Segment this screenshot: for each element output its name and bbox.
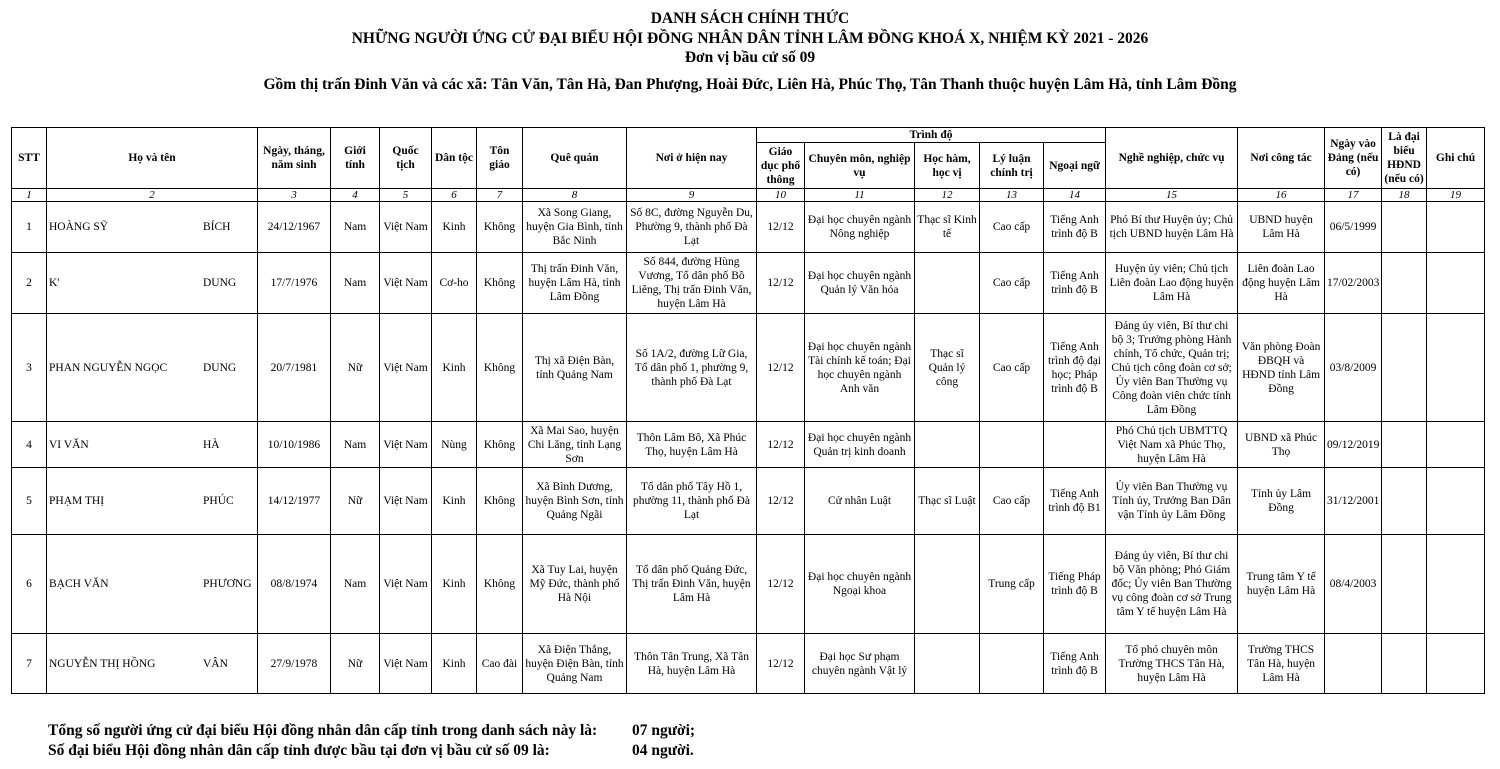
cell-professional: Đại học chuyên ngành Quản trị kinh doanh bbox=[805, 422, 915, 468]
cell-is-delegate bbox=[1382, 468, 1427, 535]
column-number: 8 bbox=[523, 189, 627, 202]
cell-dob: 27/9/1978 bbox=[258, 634, 331, 694]
cell-stt: 5 bbox=[12, 468, 47, 535]
cell-workplace: UBND xã Phúc Thọ bbox=[1238, 422, 1325, 468]
cell-workplace: UBND huyện Lâm Hà bbox=[1238, 202, 1325, 253]
cell-religion: Không bbox=[477, 202, 523, 253]
col-dob: Ngày, tháng, năm sinh bbox=[258, 128, 331, 189]
col-residence: Nơi ở hiện nay bbox=[627, 128, 757, 189]
document-title: DANH SÁCH CHÍNH THỨC bbox=[650, 10, 850, 27]
col-party-date: Ngày vào Đảng (nếu có) bbox=[1325, 128, 1382, 189]
cell-note bbox=[1427, 535, 1485, 634]
given-name: HÀ bbox=[203, 438, 220, 451]
table-row bbox=[12, 202, 1485, 253]
cell-workplace: Trung tâm Y tế huyện Lâm Hà bbox=[1238, 535, 1325, 634]
cell-religion: Không bbox=[477, 422, 523, 468]
cell-name bbox=[47, 535, 258, 634]
cell-academic bbox=[915, 634, 980, 694]
cell-name bbox=[47, 314, 258, 422]
col-religion: Tôn giáo bbox=[477, 128, 523, 189]
cell-workplace: Văn phòng Đoàn ĐBQH và HĐND tỉnh Lâm Đồng bbox=[1238, 314, 1325, 422]
cell-occupation: Phó Chủ tịch UBMTTQ Việt Nam xã Phúc Thọ, huyện Lâm Hà bbox=[1106, 422, 1238, 468]
column-number: 13 bbox=[980, 189, 1044, 202]
cell-language bbox=[1044, 422, 1106, 468]
cell-gender: Nữ bbox=[331, 314, 380, 422]
col-language: Ngoại ngữ bbox=[1044, 143, 1106, 189]
cell-ethnicity: Kinh bbox=[432, 468, 477, 535]
cell-language: Tiếng Anh trình độ đại học; Pháp trình độ B bbox=[1044, 314, 1106, 422]
cell-religion: Không bbox=[477, 468, 523, 535]
col-name: Họ và tên bbox=[47, 128, 258, 189]
cell-gender: Nam bbox=[331, 253, 380, 314]
cell-stt: 6 bbox=[12, 535, 47, 634]
table-row bbox=[12, 422, 1485, 468]
column-number-row bbox=[12, 189, 1485, 202]
cell-stt: 7 bbox=[12, 634, 47, 694]
cell-professional: Đại học Sư phạm chuyên ngành Vật lý bbox=[805, 634, 915, 694]
cell-is-delegate bbox=[1382, 422, 1427, 468]
cell-occupation: Tổ phó chuyên môn Trường THCS Tân Hà, huyện Lâm Hà bbox=[1106, 634, 1238, 694]
col-general-edu: Giáo dục phổ thông bbox=[757, 143, 805, 189]
cell-ethnicity: Kinh bbox=[432, 535, 477, 634]
cell-gender: Nam bbox=[331, 202, 380, 253]
column-number: 19 bbox=[1427, 189, 1485, 202]
cell-language: Tiếng Anh trình độ B bbox=[1044, 253, 1106, 314]
column-number: 11 bbox=[805, 189, 915, 202]
cell-ethnicity: Kinh bbox=[432, 634, 477, 694]
cell-gender: Nam bbox=[331, 422, 380, 468]
col-education-group: Trình độ bbox=[757, 128, 1106, 143]
cell-residence: Thôn Lâm Bô, Xã Phúc Thọ, huyện Lâm Hà bbox=[627, 422, 757, 468]
cell-nationality: Việt Nam bbox=[380, 202, 432, 253]
col-gender: Giới tính bbox=[331, 128, 380, 189]
electoral-unit-scope: Gồm thị trấn Đinh Văn và các xã: Tân Văn, Tân Hà, Đan Phượng, Hoài Đức, Liên Hà, Phúc Thọ, Tân Thanh thuộc huyện Lâm Hà, tỉnh Lâm Đồng bbox=[263, 75, 1237, 93]
column-number: 4 bbox=[331, 189, 380, 202]
cell-workplace: Liên đoàn Lao động huyện Lâm Hà bbox=[1238, 253, 1325, 314]
cell-note bbox=[1427, 202, 1485, 253]
cell-ethnicity: Cơ-ho bbox=[432, 253, 477, 314]
cell-hometown: Thị trấn Đinh Văn, huyện Lâm Hà, tỉnh Lâm Đồng bbox=[523, 253, 627, 314]
cell-dob: 14/12/1977 bbox=[258, 468, 331, 535]
cell-dob: 24/12/1967 bbox=[258, 202, 331, 253]
cell-dob: 08/8/1974 bbox=[258, 535, 331, 634]
family-name: BẠCH VĂN bbox=[49, 578, 109, 590]
cell-nationality: Việt Nam bbox=[380, 468, 432, 535]
cell-hometown: Thị xã Điện Bàn, tỉnh Quảng Nam bbox=[523, 314, 627, 422]
cell-hometown: Xã Điện Thắng, huyện Điện Bàn, tỉnh Quảng Nam bbox=[523, 634, 627, 694]
cell-residence: Tổ dân phố Tây Hồ 1, phường 11, thành phố Đà Lạt bbox=[627, 468, 757, 535]
table-row bbox=[12, 535, 1485, 634]
cell-party-date: 17/02/2003 bbox=[1325, 253, 1382, 314]
cell-party-date: 08/4/2003 bbox=[1325, 535, 1382, 634]
cell-stt: 4 bbox=[12, 422, 47, 468]
column-number: 3 bbox=[258, 189, 331, 202]
cell-general-edu: 12/12 bbox=[757, 202, 805, 253]
column-number: 14 bbox=[1044, 189, 1106, 202]
cell-general-edu: 12/12 bbox=[757, 253, 805, 314]
cell-gender: Nữ bbox=[331, 468, 380, 535]
col-workplace: Nơi công tác bbox=[1238, 128, 1325, 189]
column-number: 6 bbox=[432, 189, 477, 202]
cell-language: Tiếng Pháp trình độ B bbox=[1044, 535, 1106, 634]
col-professional: Chuyên môn, nghiệp vụ bbox=[805, 143, 915, 189]
cell-academic bbox=[915, 253, 980, 314]
cell-note bbox=[1427, 468, 1485, 535]
col-hometown: Quê quán bbox=[523, 128, 627, 189]
cell-party-date: 03/8/2009 bbox=[1325, 314, 1382, 422]
cell-name bbox=[47, 202, 258, 253]
document-subtitle: NHỮNG NGƯỜI ỨNG CỬ ĐẠI BIỂU HỘI ĐỒNG NHÂN DÂN TỈNH LÂM ĐỒNG KHOÁ X, NHIỆM KỲ 2021 - 2026 bbox=[351, 29, 1149, 47]
col-nationality: Quốc tịch bbox=[380, 128, 432, 189]
table-row bbox=[12, 253, 1485, 314]
cell-is-delegate bbox=[1382, 535, 1427, 634]
cell-nationality: Việt Nam bbox=[380, 634, 432, 694]
cell-dob: 10/10/1986 bbox=[258, 422, 331, 468]
summary bbox=[48, 721, 695, 761]
cell-language: Tiếng Anh trình độ B bbox=[1044, 202, 1106, 253]
family-name: PHAN NGUYỄN NGỌC bbox=[49, 361, 168, 374]
cell-note bbox=[1427, 634, 1485, 694]
cell-occupation: Phó Bí thư Huyện ủy; Chủ tịch UBND huyện Lâm Hà bbox=[1106, 202, 1238, 253]
electoral-unit: Đơn vị bầu cử số 09 bbox=[684, 49, 816, 66]
cell-note bbox=[1427, 253, 1485, 314]
given-name: BÍCH bbox=[203, 221, 231, 233]
cell-nationality: Việt Nam bbox=[380, 253, 432, 314]
cell-language: Tiếng Anh trình độ B1 bbox=[1044, 468, 1106, 535]
given-name: DUNG bbox=[203, 361, 237, 374]
table-row bbox=[12, 314, 1485, 422]
cell-is-delegate bbox=[1382, 634, 1427, 694]
cell-ethnicity: Kinh bbox=[432, 202, 477, 253]
cell-religion: Không bbox=[477, 253, 523, 314]
table-row bbox=[12, 634, 1485, 694]
column-number: 12 bbox=[915, 189, 980, 202]
cell-is-delegate bbox=[1382, 202, 1427, 253]
col-occupation: Nghề nghiệp, chức vụ bbox=[1106, 128, 1238, 189]
col-political: Lý luận chính trị bbox=[980, 143, 1044, 189]
cell-political bbox=[980, 422, 1044, 468]
cell-note bbox=[1427, 314, 1485, 422]
cell-workplace: Trường THCS Tân Hà, huyện Lâm Hà bbox=[1238, 634, 1325, 694]
given-name: PHÚC bbox=[203, 495, 234, 507]
column-number: 10 bbox=[757, 189, 805, 202]
cell-political: Cao cấp bbox=[980, 314, 1044, 422]
cell-nationality: Việt Nam bbox=[380, 314, 432, 422]
cell-nationality: Việt Nam bbox=[380, 422, 432, 468]
column-number: 2 bbox=[47, 189, 258, 202]
cell-ethnicity: Kinh bbox=[432, 314, 477, 422]
family-name: HOÀNG SỸ bbox=[49, 221, 109, 233]
cell-ethnicity: Nùng bbox=[432, 422, 477, 468]
column-number: 15 bbox=[1106, 189, 1238, 202]
cell-professional: Đại học chuyên ngành Tài chính kế toán; Đại học chuyên ngành Anh văn bbox=[805, 314, 915, 422]
cell-name bbox=[47, 634, 258, 694]
cell-residence: Số 1A/2, đường Lữ Gia, Tổ dân phố 1, phường 9, thành phố Đà Lạt bbox=[627, 314, 757, 422]
cell-name bbox=[47, 422, 258, 468]
cell-academic bbox=[915, 535, 980, 634]
cell-workplace: Tỉnh ủy Lâm Đồng bbox=[1238, 468, 1325, 535]
cell-dob: 17/7/1976 bbox=[258, 253, 331, 314]
cell-party-date bbox=[1325, 634, 1382, 694]
column-number: 5 bbox=[380, 189, 432, 202]
table-row bbox=[12, 468, 1485, 535]
cell-stt: 2 bbox=[12, 253, 47, 314]
cell-general-edu: 12/12 bbox=[757, 535, 805, 634]
cell-residence: Số 8C, đường Nguyễn Du, Phường 9, thành phố Đà Lạt bbox=[627, 202, 757, 253]
column-number: 9 bbox=[627, 189, 757, 202]
cell-hometown: Xã Bình Dương, huyện Bình Sơn, tỉnh Quảng Ngãi bbox=[523, 468, 627, 535]
cell-religion: Không bbox=[477, 314, 523, 422]
cell-professional: Cử nhân Luật bbox=[805, 468, 915, 535]
cell-political: Cao cấp bbox=[980, 202, 1044, 253]
column-number: 17 bbox=[1325, 189, 1382, 202]
cell-general-edu: 12/12 bbox=[757, 314, 805, 422]
cell-professional: Đại học chuyên ngành Nông nghiệp bbox=[805, 202, 915, 253]
cell-general-edu: 12/12 bbox=[757, 422, 805, 468]
column-number: 18 bbox=[1382, 189, 1427, 202]
cell-general-edu: 12/12 bbox=[757, 634, 805, 694]
cell-general-edu: 12/12 bbox=[757, 468, 805, 535]
col-note: Ghi chú bbox=[1427, 128, 1485, 189]
cell-professional: Đại học chuyên ngành Ngoại khoa bbox=[805, 535, 915, 634]
col-is-delegate: Là đại biểu HĐND (nếu có) bbox=[1382, 128, 1427, 189]
cell-hometown: Xã Mai Sao, huyện Chi Lăng, tỉnh Lạng Sơn bbox=[523, 422, 627, 468]
cell-academic: Thạc sĩ Kinh tế bbox=[915, 202, 980, 253]
cell-name bbox=[47, 468, 258, 535]
cell-academic bbox=[915, 422, 980, 468]
column-number: 1 bbox=[12, 189, 47, 202]
seats-value: 04 người. bbox=[632, 742, 694, 759]
cell-is-delegate bbox=[1382, 314, 1427, 422]
cell-religion: Không bbox=[477, 535, 523, 634]
candidate-table bbox=[11, 127, 1485, 694]
cell-religion: Cao đài bbox=[477, 634, 523, 694]
family-name: PHẠM THỊ bbox=[49, 495, 105, 507]
cell-political: Cao cấp bbox=[980, 468, 1044, 535]
seats-label: Số đại biểu Hội đồng nhân dân cấp tỉnh được bầu tại đơn vị bầu cử số 09 là: bbox=[48, 742, 550, 759]
family-name: VI VĂN bbox=[49, 438, 89, 451]
total-candidates-label: Tổng số người ứng cử đại biểu Hội đồng nhân dân cấp tỉnh trong danh sách này là: bbox=[48, 722, 598, 739]
family-name: NGUYỄN THỊ HỒNG bbox=[49, 657, 156, 670]
cell-is-delegate bbox=[1382, 253, 1427, 314]
cell-occupation: Đảng ủy viên, Bí thư chi bộ Văn phòng; Phó Giám đốc; Ủy viên Ban Thường vụ công đoàn cơ sở Trung tâm Y tế huyện Lâm Hà bbox=[1106, 535, 1238, 634]
col-stt: STT bbox=[12, 128, 47, 189]
cell-academic: Thạc sĩ Quản lý công bbox=[915, 314, 980, 422]
cell-name bbox=[47, 253, 258, 314]
column-number: 16 bbox=[1238, 189, 1325, 202]
cell-political bbox=[980, 634, 1044, 694]
cell-party-date: 06/5/1999 bbox=[1325, 202, 1382, 253]
cell-professional: Đại học chuyên ngành Quản lý Văn hóa bbox=[805, 253, 915, 314]
cell-hometown: Xã Song Giang, huyện Gia Bình, tỉnh Bắc Ninh bbox=[523, 202, 627, 253]
cell-occupation: Ủy viên Ban Thường vụ Tỉnh ủy, Trưởng Ban Dân vận Tỉnh ủy Lâm Đồng bbox=[1106, 468, 1238, 535]
cell-party-date: 09/12/2019 bbox=[1325, 422, 1382, 468]
given-name: VÂN bbox=[203, 657, 228, 670]
given-name: PHƯƠNG bbox=[203, 578, 252, 590]
col-ethnicity: Dân tộc bbox=[432, 128, 477, 189]
cell-occupation: Huyện ủy viên; Chủ tịch Liên đoàn Lao động huyện Lâm Hà bbox=[1106, 253, 1238, 314]
cell-residence: Thôn Tân Trung, Xã Tân Hà, huyện Lâm Hà bbox=[627, 634, 757, 694]
cell-stt: 3 bbox=[12, 314, 47, 422]
cell-political: Cao cấp bbox=[980, 253, 1044, 314]
family-name: K' bbox=[49, 277, 60, 289]
cell-gender: Nam bbox=[331, 535, 380, 634]
cell-occupation: Đảng ủy viên, Bí thư chi bộ 3; Trưởng phòng Hành chính, Tổ chức, Quản trị; Chủ tịch công đoàn cơ sở; Ủy viên Ban Thường vụ Công đoàn viên chức tỉnh Lâm Đồng bbox=[1106, 314, 1238, 422]
cell-hometown: Xã Tuy Lai, huyện Mỹ Đức, thành phố Hà Nội bbox=[523, 535, 627, 634]
cell-note bbox=[1427, 422, 1485, 468]
cell-academic: Thạc sĩ Luật bbox=[915, 468, 980, 535]
cell-political: Trung cấp bbox=[980, 535, 1044, 634]
cell-residence: Số 844, đường Hùng Vương, Tổ dân phố Bồ Liêng, Thị trấn Đinh Văn, huyện Lâm Hà bbox=[627, 253, 757, 314]
given-name: DUNG bbox=[203, 277, 237, 289]
column-number: 7 bbox=[477, 189, 523, 202]
cell-dob: 20/7/1981 bbox=[258, 314, 331, 422]
cell-nationality: Việt Nam bbox=[380, 535, 432, 634]
document-header bbox=[0, 9, 1500, 94]
cell-stt: 1 bbox=[12, 202, 47, 253]
col-academic: Học hàm, học vị bbox=[915, 143, 980, 189]
cell-gender: Nữ bbox=[331, 634, 380, 694]
cell-party-date: 31/12/2001 bbox=[1325, 468, 1382, 535]
total-candidates-value: 07 người; bbox=[632, 722, 696, 739]
cell-language: Tiếng Anh trình độ B bbox=[1044, 634, 1106, 694]
cell-residence: Tổ dân phố Quảng Đức, Thị trấn Đinh Văn, huyện Lâm Hà bbox=[627, 535, 757, 634]
